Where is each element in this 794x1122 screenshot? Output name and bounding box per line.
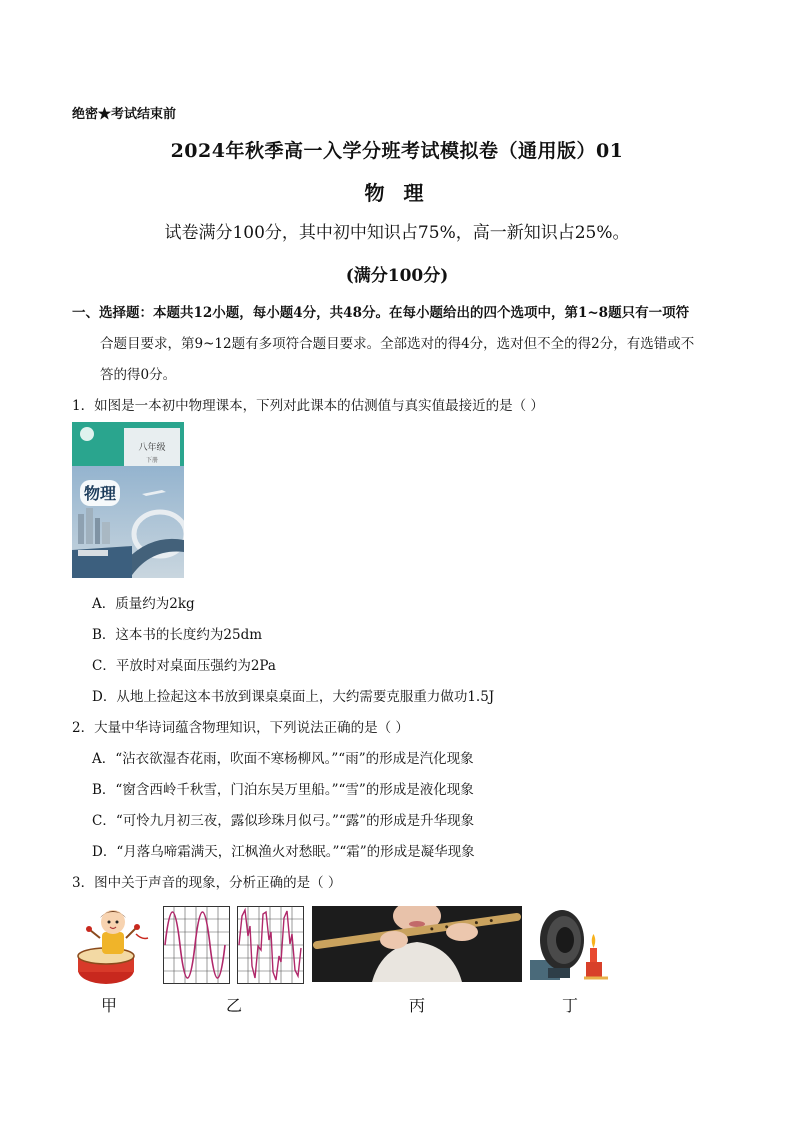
full-score: (满分100分) — [345, 266, 449, 286]
section-heading: 一、选择题：本题共12小题，每小题4分，共48分。在每小题给出的四个选项中，第1~8题只有一项符 — [72, 305, 690, 321]
label-bing: 丙 — [409, 996, 426, 1015]
exam-note: 试卷满分100分，其中初中知识占75%，高一新知识占25%。 — [164, 223, 630, 243]
question-1-option-b: B．这本书的长度约为25dm — [92, 627, 263, 643]
figure-yi-waveforms — [163, 906, 305, 984]
cover-volume: 下册 — [145, 457, 159, 464]
cover-grade: 八年级 — [138, 443, 166, 453]
question-1-option-d: D．从地上捡起这本书放到课桌桌面上，大约需要克服重力做功1.5J — [92, 689, 495, 705]
question-1-option-a: A．质量约为2kg — [92, 596, 195, 612]
question-3-stem: 3．图中关于声音的现象，分析正确的是（ ） — [72, 875, 342, 891]
section-instructions — [72, 298, 732, 391]
drum-child-drawing — [70, 904, 154, 986]
question-2-option-d: D．“月落乌啼霜满天，江枫渔火对愁眠。”“霜”的形成是凝华现象 — [92, 844, 475, 860]
question-2-option-b: B．“窗含西岭千秋雪，门泊东吴万里船。”“雪”的形成是液化现象 — [92, 782, 474, 798]
question-2-option-c: C．“可怜九月初三夜，露似珍珠月似弓。”“露”的形成是升华现象 — [92, 813, 475, 829]
waveform-grids — [163, 906, 305, 984]
label-yi: 乙 — [226, 996, 243, 1015]
flute-player-photo — [312, 906, 522, 982]
question-1-stem: 1．如图是一本初中物理课本，下列对此课本的估测值与真实值最接近的是（ ） — [72, 398, 544, 414]
label-jia: 甲 — [101, 996, 118, 1015]
waveform-grid-1 — [164, 907, 230, 984]
figure-ding-speaker-candle — [528, 904, 612, 984]
section-line-3: 答的得0分。 — [100, 367, 177, 383]
cover-title: 物理 — [83, 484, 117, 503]
question-2-option-a: A．“沾衣欲湿杏花雨，吹面不寒杨柳风。”“雨”的形成是汽化现象 — [92, 751, 474, 767]
figure-jia-drum-child — [70, 904, 154, 986]
question-1-option-c: C．平放时对桌面压强约为2Pa — [92, 658, 276, 674]
physics-textbook-image — [72, 422, 184, 578]
subject-title: 物 理 — [364, 181, 430, 205]
figure-bing-flute-player — [312, 906, 522, 982]
question-2-stem: 2．大量中华诗词蕴含物理知识，下列说法正确的是（ ） — [72, 720, 409, 736]
label-ding: 丁 — [562, 996, 579, 1015]
section-line-2: 合题目要求，第9~12题有多项符合题目要求。全部选对的得4分，选对但不全的得2分，有选错或不 — [100, 336, 695, 352]
speaker-candle-drawing — [528, 904, 612, 984]
confidential-label: 绝密★考试结束前 — [72, 107, 177, 122]
textbook-cover — [72, 422, 184, 578]
waveform-grid-2 — [238, 907, 304, 984]
exam-title: 2024年秋季高一入学分班考试模拟卷（通用版）01 — [170, 140, 624, 162]
